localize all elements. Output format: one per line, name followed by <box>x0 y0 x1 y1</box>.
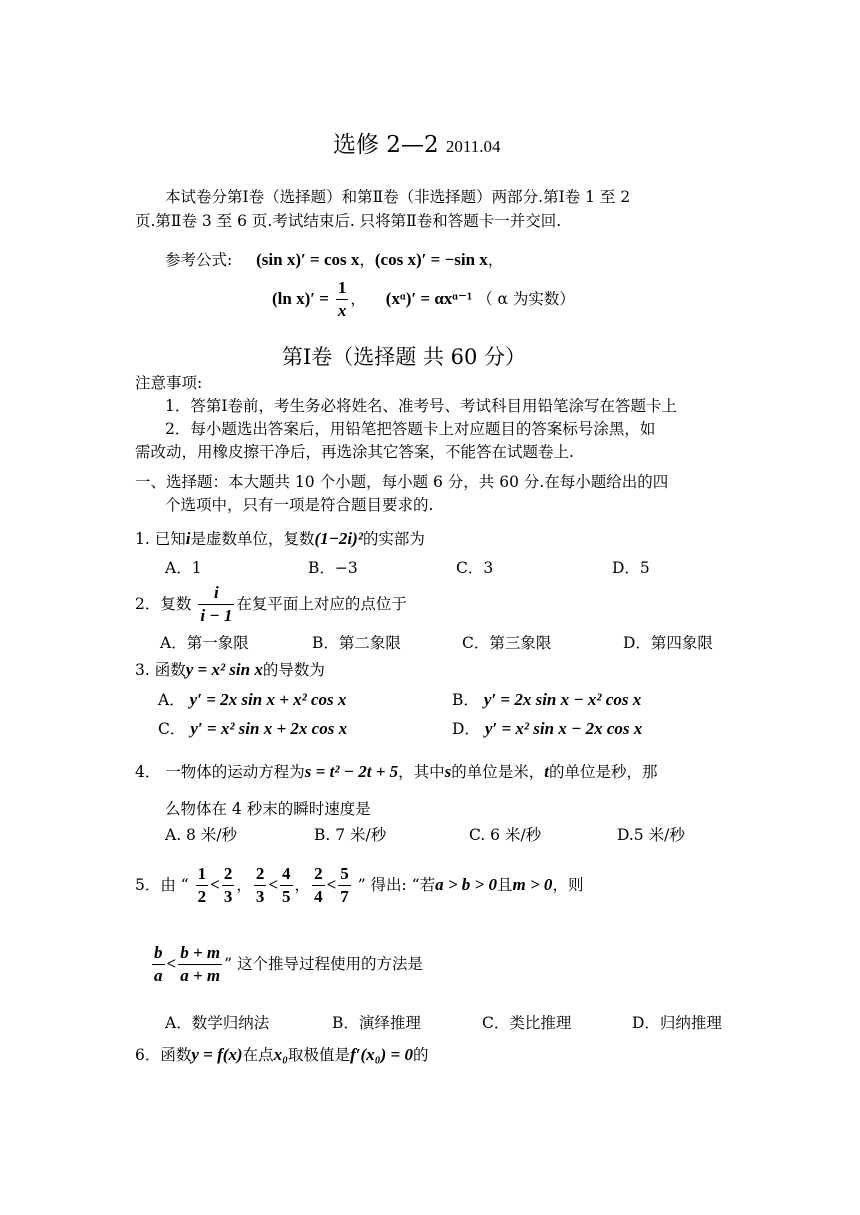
fraction-denominator: i − 1 <box>200 606 233 626</box>
section-1-title: 第Ⅰ卷（选择题 共 60 分） <box>282 345 527 369</box>
q5-condition-1: a > b > 0 <box>435 874 497 894</box>
less-than: < <box>268 874 279 894</box>
q1-option-d: D．5 <box>612 559 650 577</box>
q3-option-d <box>452 719 642 739</box>
q6-text-a: 6．函数 <box>135 1046 192 1064</box>
q5-fraction-1 <box>196 864 209 908</box>
fraction-denominator: 4 <box>314 887 323 907</box>
q5-option-b: B．演绎推理 <box>332 1014 421 1032</box>
fraction-numerator: b <box>152 943 165 965</box>
formula-power: (xᵅ)′ = αxᵅ⁻¹ <box>385 288 473 308</box>
q5-text-b: ” 得出: “若 <box>357 875 436 894</box>
formula-line-2 <box>272 278 575 322</box>
option-label: C． <box>158 720 186 738</box>
q3-expression: y = x² sin x <box>185 660 263 679</box>
q5-fraction-bm-am <box>178 943 222 987</box>
q3-text-a: 3. 函数 <box>135 661 186 679</box>
option-expression: y′ = x² sin x − 2x cos x <box>484 719 643 738</box>
q4-var-s: s <box>444 762 452 781</box>
title-text: 选修 2—2 <box>333 132 439 158</box>
q5-stem-line-2 <box>150 943 423 987</box>
question-5-stem <box>135 864 583 908</box>
q6-expression-1: y = f(x) <box>191 1045 243 1064</box>
less-than: < <box>166 953 177 973</box>
q1-text-b: 是虚数单位，复数 <box>190 530 315 548</box>
part-1-line-1: 一、选择题：本大题共 10 个小题，每小题 6 分，共 60 分.在每小题给出的四 <box>135 473 669 491</box>
formula-sep: ， <box>350 289 366 308</box>
q4-text-c: 的单位是米， <box>451 763 545 781</box>
option-label: A． <box>158 691 185 709</box>
formula-sep: ， <box>359 251 375 269</box>
q4-option-b: B. 7 米/秒 <box>314 826 387 844</box>
question-3-stem <box>135 660 325 680</box>
fraction-denominator: x <box>337 301 347 321</box>
q6-text-c: 取极值是 <box>288 1046 351 1064</box>
intro-line-1: 本试卷分第Ⅰ卷（选择题）和第Ⅱ卷（非选择题）两部分.第Ⅰ卷 1 至 2 <box>165 188 631 206</box>
q3-option-a <box>158 690 346 710</box>
notice-item-1: 1．答第Ⅰ卷前，考生务必将姓名、准考号、考试科目用铅笔涂写在答题卡上 <box>165 397 677 415</box>
comma: ， <box>294 875 311 894</box>
fraction-denominator: 3 <box>223 887 233 907</box>
option-expression: y′ = 2x sin x + x² cos x <box>189 690 347 709</box>
q3-text-b: 的导数为 <box>262 661 325 679</box>
q5-option-d: D．归纳推理 <box>632 1014 722 1032</box>
formula-cos: (cos x)′ = −sin x <box>374 250 488 269</box>
fraction-numerator: 4 <box>280 864 293 886</box>
q6-expression-2: x₀ <box>273 1045 289 1064</box>
q1-option-b: B．−3 <box>308 559 358 577</box>
q2-option-a: A．第一象限 <box>160 634 249 652</box>
less-than: < <box>210 874 220 894</box>
q5-text-a: 5．由 “ <box>135 875 189 894</box>
fraction-denominator: 3 <box>255 887 265 907</box>
formula-sep: ， <box>487 251 504 269</box>
q3-option-c <box>158 719 347 739</box>
fraction-denominator: 7 <box>340 887 349 907</box>
q4-option-a: A. 8 米/秒 <box>165 826 238 844</box>
q5-fraction-6 <box>338 864 351 908</box>
fraction-denominator: a <box>154 966 163 986</box>
fraction-denominator: 5 <box>282 887 291 907</box>
q4-option-c: C. 6 米/秒 <box>469 826 542 844</box>
question-6-stem <box>135 1045 428 1065</box>
q4-stem-line-2: 么物体在 4 秒末的瞬时速度是 <box>165 800 371 818</box>
q1-text-c: 的实部为 <box>362 530 425 548</box>
fraction-numerator: 2 <box>222 864 235 886</box>
formula-label: 参考公式: <box>165 251 233 269</box>
fraction-numerator: b + m <box>178 943 222 965</box>
q5-text-e: ” 这个推导过程使用的方法是 <box>224 954 423 973</box>
fraction-numerator: 1 <box>336 278 349 300</box>
q5-option-a: A．数学归纳法 <box>165 1014 270 1032</box>
less-than: < <box>326 874 337 894</box>
q1-text-a: 1. 已知 <box>135 530 186 548</box>
q3-option-b <box>452 690 641 710</box>
part-1-line-2: 个选项中，只有一项是符合题目要求的. <box>165 496 434 514</box>
q5-fraction-3 <box>254 864 267 908</box>
q5-fraction-5 <box>312 864 325 908</box>
formula-ln-fraction <box>336 278 349 322</box>
q5-fraction-4 <box>280 864 293 908</box>
q5-text-d: ，则 <box>552 875 584 894</box>
q6-text-b: 在点 <box>242 1046 274 1064</box>
q1-option-c: C．3 <box>456 559 494 577</box>
q6-text-d: 的 <box>412 1046 429 1064</box>
q2-text-b: 在复平面上对应的点位于 <box>236 594 407 613</box>
option-expression: y′ = x² sin x + 2x cos x <box>190 719 348 738</box>
q2-option-d: D．第四象限 <box>623 634 713 652</box>
q2-fraction <box>198 583 234 627</box>
q5-fraction-2 <box>222 864 235 908</box>
formula-ln: (ln x)′ = <box>272 288 329 308</box>
q5-condition-2: m > 0 <box>512 874 553 894</box>
fraction-numerator: 2 <box>254 864 267 886</box>
q4-option-d: D.5 米/秒 <box>617 826 685 844</box>
question-2-stem <box>135 583 407 627</box>
q5-text-c: 且 <box>497 875 513 894</box>
formula-line-1 <box>165 250 503 270</box>
q2-option-c: C．第三象限 <box>462 634 552 652</box>
q2-option-b: B．第二象限 <box>312 634 401 652</box>
q4-var-t: t <box>544 762 550 781</box>
question-1-stem <box>135 529 425 549</box>
fraction-numerator: 2 <box>312 864 325 886</box>
notice-item-2-line-2: 需改动，用橡皮擦干净后，再选涂其它答案，不能答在试题卷上. <box>135 443 574 461</box>
q5-fraction-b-a <box>152 943 165 987</box>
notice-heading: 注意事项: <box>135 374 203 392</box>
comma: ， <box>236 875 252 894</box>
page-title <box>333 126 501 159</box>
q4-text-b: ，其中 <box>398 763 445 781</box>
option-label: B． <box>452 691 479 709</box>
formula-sin: (sin x)′ = cos x <box>256 250 360 269</box>
fraction-numerator: 1 <box>196 864 209 886</box>
fraction-denominator: 2 <box>197 887 207 907</box>
formula-power-note: （ α 为实数） <box>477 289 575 308</box>
q1-var-i: i <box>185 529 191 548</box>
intro-line-2: 页.第Ⅱ卷 3 至 6 页.考试结束后. 只将第Ⅱ卷和答题卡一并交回. <box>135 212 562 230</box>
q6-expression-3: f′(x₀) = 0 <box>350 1045 413 1064</box>
q4-text-a: 4． 一物体的运动方程为 <box>135 763 305 781</box>
fraction-numerator: i <box>198 583 234 605</box>
notice-item-2-line-1: 2．每小题选出答案后，用铅笔把答题卡上对应题目的答案标号涂黑，如 <box>165 420 656 438</box>
question-4-stem <box>135 762 658 782</box>
q1-expression: (1−2i)² <box>314 529 363 548</box>
q2-text-a: 2．复数 <box>135 594 192 613</box>
fraction-denominator: a + m <box>180 966 221 986</box>
title-date: 2011.04 <box>445 137 501 156</box>
q1-option-a: A．1 <box>165 559 202 577</box>
option-expression: y′ = 2x sin x − x² cos x <box>483 690 642 709</box>
q4-expression: s = t² − 2t + 5 <box>304 762 399 781</box>
q5-option-c: C．类比推理 <box>482 1014 572 1032</box>
q4-text-d: 的单位是秒，那 <box>549 763 658 781</box>
fraction-numerator: 5 <box>338 864 351 886</box>
option-label: D． <box>452 720 480 738</box>
